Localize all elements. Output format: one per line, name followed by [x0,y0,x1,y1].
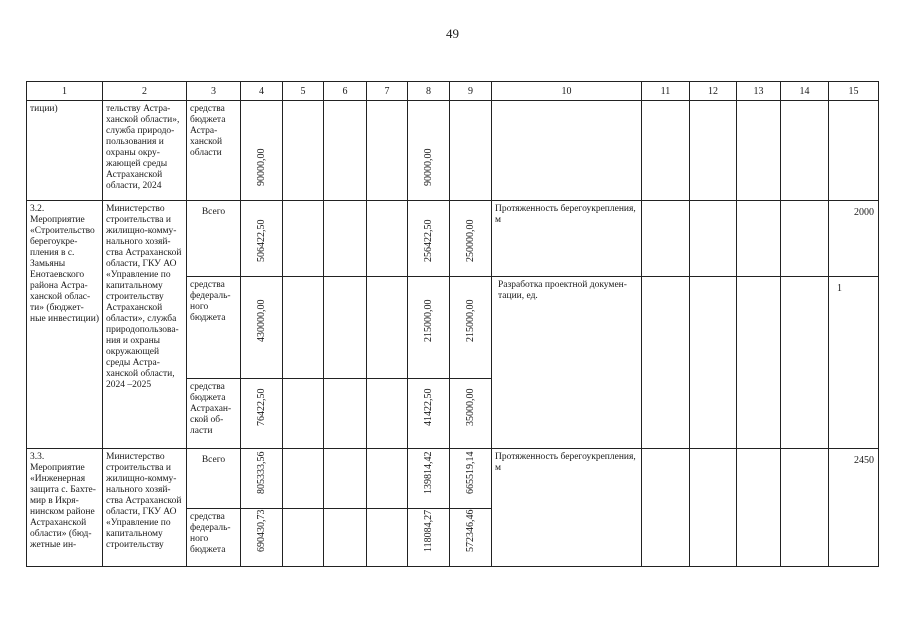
table-cell [737,449,781,567]
table-cell [283,277,324,379]
table-cell [324,201,367,277]
table-cell [27,449,103,567]
table-cell [241,201,283,277]
header-cell: 3 [187,82,241,101]
header-cell: 4 [241,82,283,101]
table-cell [103,449,187,567]
table-cell [829,101,879,201]
vertical-number: 215000,00 [464,299,476,342]
table-cell [781,449,829,567]
table-cell [642,277,690,449]
table-cell [367,277,408,379]
table-cell [829,201,879,277]
table-cell [324,449,367,509]
table-cell [408,201,450,277]
table-cell [781,201,829,277]
table-cell [492,101,642,201]
header-cell: 11 [642,82,690,101]
table-cell [450,379,492,449]
vertical-number: 90000,00 [422,148,434,186]
table-cell [367,379,408,449]
vertical-number: 35000,00 [464,388,476,426]
cell-text: средства федераль-ного бюджета [190,512,231,555]
table-cell [367,449,408,509]
cell-text: средства бюджета Астра-ханской области [190,104,226,158]
table-cell [450,509,492,567]
table-cell [408,101,450,201]
table-cell [492,277,642,449]
cell-text: Министерство строительства и жилищно-комму-нального хозяй-ства Астраханской области, ГКУ АО «Управление по капитальному строительству [106,452,182,550]
table-cell [408,379,450,449]
table-row [27,201,879,277]
table-cell [324,509,367,567]
cell-text: Министерство строительства и жилищно-комму-нального хозяй-ства Астраханской области, ГКУ АО «Управление по капитальному строительству Астраханской области», служба природопользова-ния и охраны окружающей среды Астра-ханской области, 2024 –2025 [106,204,182,390]
table-cell [27,201,103,449]
vertical-number: 90000,00 [255,148,267,186]
header-cell: 7 [367,82,408,101]
cell-text: Всего [201,207,226,217]
table-cell [690,449,737,567]
header-cell: 15 [829,82,879,101]
table-cell [492,201,642,277]
table-cell [241,449,283,509]
cell-text: Разработка проектной докумен-тации, ед. [498,280,627,301]
vertical-number: 139814,42 [422,451,434,494]
header-cell: 1 [27,82,103,101]
table-cell [187,101,241,201]
cell-text: 2450 [854,455,874,466]
table-cell [829,277,879,449]
table-row [27,449,879,509]
table-cell [690,277,737,449]
vertical-number: 250000,00 [464,219,476,262]
table-cell [324,379,367,449]
table-cell [241,509,283,567]
cell-text: 3.2. Мероприятие «Строительство берегоукре-пления в с. Замьяны Енотаевского района Астра-ханской облас-ти» (бюджет-ные инвестиции) [30,204,99,324]
table-cell [241,379,283,449]
table-cell [187,379,241,449]
table-cell [781,101,829,201]
table-cell [737,201,781,277]
header-cell: 8 [408,82,450,101]
cell-text: средства федераль-ного бюджета [190,280,231,323]
vertical-number: 805333,56 [255,451,267,494]
vertical-number: 215000,00 [422,299,434,342]
table-row [27,101,879,201]
table-cell [450,277,492,379]
table-cell [367,509,408,567]
vertical-number: 690430,73 [255,509,267,552]
table-cell [103,101,187,201]
table-cell [737,277,781,449]
table-cell [642,201,690,277]
cell-text: тиции) [30,104,58,114]
table-cell [283,509,324,567]
header-row [27,82,879,101]
table-cell [408,277,450,379]
table-cell [450,201,492,277]
header-cell: 10 [492,82,642,101]
cell-text: Протяженность берегоукрепления, м [495,204,636,225]
table-cell [187,509,241,567]
table-cell [829,449,879,567]
header-cell: 5 [283,82,324,101]
table-cell [690,201,737,277]
table-cell [781,277,829,449]
table-cell [324,101,367,201]
table-cell [367,101,408,201]
header-cell: 2 [103,82,187,101]
table-cell [450,449,492,509]
cell-text: средства бюджета Астрахан-ской об-ласти [190,382,232,436]
table-cell [27,101,103,201]
table-cell [642,101,690,201]
table-cell [283,449,324,509]
table-cell [283,101,324,201]
table-cell [241,101,283,201]
vertical-number: 572346,46 [464,509,476,552]
cell-text: 1 [837,283,842,294]
table-cell [103,201,187,449]
table-cell [492,449,642,567]
table-cell [283,201,324,277]
table-cell [408,449,450,509]
table-cell [690,101,737,201]
header-cell: 12 [690,82,737,101]
vertical-number: 430000,00 [255,299,267,342]
table-cell [324,277,367,379]
table-cell [450,101,492,201]
program-table [26,81,879,567]
table-cell [187,449,241,509]
vertical-number: 506422,50 [255,219,267,262]
table-cell [187,277,241,379]
vertical-number: 665519,14 [464,451,476,494]
cell-text: 3.3. Мероприятие «Инженерная защита с. Бахте-мир в Икря-нинском районе Астраханской области» (бюд-жетные ин- [30,452,96,550]
vertical-number: 41422,50 [422,388,434,426]
table-cell [367,201,408,277]
cell-text: Протяженность берегоукрепления, м [495,452,636,473]
vertical-number: 76422,50 [255,388,267,426]
vertical-number: 256422,50 [422,219,434,262]
header-cell: 9 [450,82,492,101]
cell-text: 2000 [854,207,874,218]
table-cell [283,379,324,449]
header-cell: 6 [324,82,367,101]
cell-text: тельству Астра-ханской области», служба природо-пользования и охраны окру-жающей среды Астраханской области, 2024 [106,104,180,191]
table-cell [408,509,450,567]
header-cell: 13 [737,82,781,101]
vertical-number: 118084,27 [422,509,434,552]
table-cell [737,101,781,201]
cell-text: Всего [201,455,226,465]
table-cell [187,201,241,277]
header-cell: 14 [781,82,829,101]
table-cell [241,277,283,379]
table-cell [642,449,690,567]
page-number: 49 [446,26,459,41]
